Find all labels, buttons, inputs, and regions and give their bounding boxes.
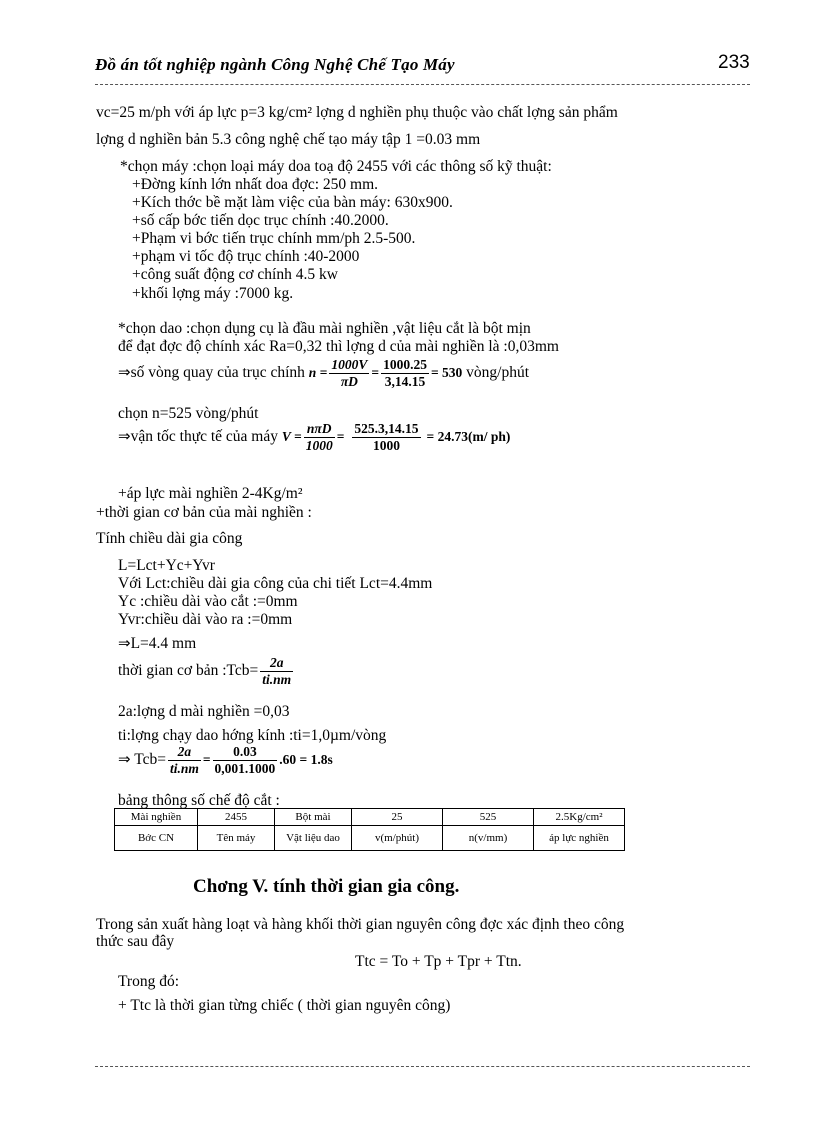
fraction: $\frac{\text{nπD}}{1000}$ [305,421,333,453]
formula-label: thời gian cơ bản :Tcb= [118,662,259,680]
line-23: ⇒L=4.4 mm [118,634,197,652]
line-3: *chọn máy :chọn loại máy doa toạ độ 2455 với các thông số kỹ thuật: [120,158,552,175]
line-20: Với Lct:chiều dài gia công của chi tiết Lct=4.4mm [118,575,433,592]
formula-lhs: V = [281,429,302,445]
paragraph-line-5: + Ttc là thời gian từng chiếc ( thời gian nguyên công) [118,997,451,1014]
footer-rule [95,1066,750,1067]
line-16: +áp lực mài nghiền 2-4Kg/m² [118,485,303,502]
arrow-icon: ⇒ [118,750,131,769]
paragraph-line-1: Trong sản xuất hàng loạt và hàng khối thời gian nguyên công đợc xác định theo công [96,916,625,933]
header-title: Đồ án tốt nghiệp ngành Công Nghệ Chế Tạo Máy [95,55,455,74]
header-rule [95,84,750,85]
table-cell: 2.5Kg/cm² [534,809,625,826]
formula-tcb: ⇒ Tcb= $\frac{2a}{ti.nm}$ = $\frac{0.03}{0,001.1000}$ .60 = 1.8s [118,744,333,776]
fraction: $\frac{1000.25}{3,14.15}$ [383,357,427,389]
cutting-params-table [114,808,625,851]
line-1: vc=25 m/ph với áp lực p=3 kg/cm² lợng d nghiền phụ thuộc vào chất lợng sản phẩm [96,104,618,121]
line-26: ti:lợng chạy dao hớng kính :ti=1,0µm/vòng [118,727,387,744]
formula-lhs: n = [308,365,328,381]
table-cell: Vật liệu dao [275,826,352,851]
line-14: chọn n=525 vòng/phút [118,405,259,422]
paragraph-line-2: thức sau đây [96,933,175,950]
table-cell: Bớc CN [115,826,198,851]
formula-unit: vòng/phút [466,364,530,382]
line-8: +phạm vi tốc độ trục chính :40-2000 [132,248,360,265]
line-21: Yc :chiều dài vào cắt :=0mm [118,593,298,610]
line-7: +Phạm vi bớc tiến trục chính mm/ph 2.5-500. [132,230,416,247]
arrow-icon: ⇒ [118,363,131,382]
table-cell: n(v/mm) [443,826,534,851]
fraction: $\frac{2a}{ti.nm}$ [262,655,292,687]
formula-label: Tcb= [134,751,166,769]
formula-spindle-speed: ⇒số vòng quay của trục chính n = $\frac{1000V}{\pi D}$ = $\frac{1000.25}{3,14.15}$ = 530 vòng/phút [118,357,530,389]
formula-result: = 530 [430,365,463,381]
line-28: bảng thông số chế độ cắt : [118,792,280,809]
line-17: +thời gian cơ bản của mài nghiền : [96,504,312,521]
table-cell: Mài nghiền [115,809,198,826]
formula-base-time [118,655,295,688]
arrow-icon: ⇒ [118,427,131,446]
line-9: +công suất động cơ chính 4.5 kw [132,266,338,283]
line-25: 2a:lợng d mài nghiền =0,03 [118,703,290,720]
line-10: +khối lợng máy :7000 kg. [132,285,294,302]
line-18: Tính chiều dài gia công [96,530,243,547]
fraction: $\frac{0.03}{0,001.1000}$ [214,744,276,776]
fraction: $\frac{525.3,14.15}{1000}$ [354,421,419,453]
table-cell: áp lực nghiền [534,826,625,851]
table-cell: 2455 [198,809,275,826]
formula-label: vận tốc thực tế của máy [130,428,278,446]
formula-ttc: Ttc = To + Tp + Tpr + Ttn. [355,953,522,970]
line-6: +số cấp bớc tiến dọc trục chính :40.2000. [132,212,389,229]
table-row [115,826,625,851]
paragraph-line-4: Trong đó: [118,973,180,990]
formula-result: .60 = 1.8s [279,752,333,768]
formula-result: = 24.73(m/ ph) [426,429,511,445]
line-2: lợng d nghiền bản 5.3 công nghệ chế tạo máy tập 1 =0.03 mm [96,131,481,148]
formula-label: số vòng quay của trục chính [130,364,305,382]
line-5: +Kích thớc bề mặt làm việc của bàn máy: 630x900. [132,194,453,211]
page-number: 233 [718,52,750,73]
line-22: Yvr:chiều dài vào ra :=0mm [118,611,293,628]
fraction: $\frac{1000V}{\pi D}$ [331,357,368,389]
line-4: +Đờng kính lớn nhất doa đợc: 250 mm. [132,176,379,193]
formula-actual-velocity: ⇒vận tốc thực tế của máy V = $\frac{\text{nπD}}{1000}$ = $\frac{525.3,14.15}{1000}$ = 24.73(m/ ph) [118,421,511,453]
table-cell: Bột mài [275,809,352,826]
chapter-heading: Chơng V. tính thời gian gia công. [193,876,460,897]
arrow-icon: ⇒ [118,634,131,652]
line-11: *chọn dao :chọn dụng cụ là đầu mài nghiền ,vật liệu cắt là bột mịn [118,320,531,337]
table-cell: 25 [352,809,443,826]
line-12: để đạt đợc độ chính xác Ra=0,32 thì lợng d của mài nghiền là :0,03mm [118,338,559,355]
table-row [115,809,625,826]
table-cell: Tên máy [198,826,275,851]
table-cell: v(m/phút) [352,826,443,851]
fraction: $\frac{2a}{ti.nm}$ [169,744,199,776]
line-19: L=Lct+Yc+Yvr [118,557,215,574]
table-cell: 525 [443,809,534,826]
